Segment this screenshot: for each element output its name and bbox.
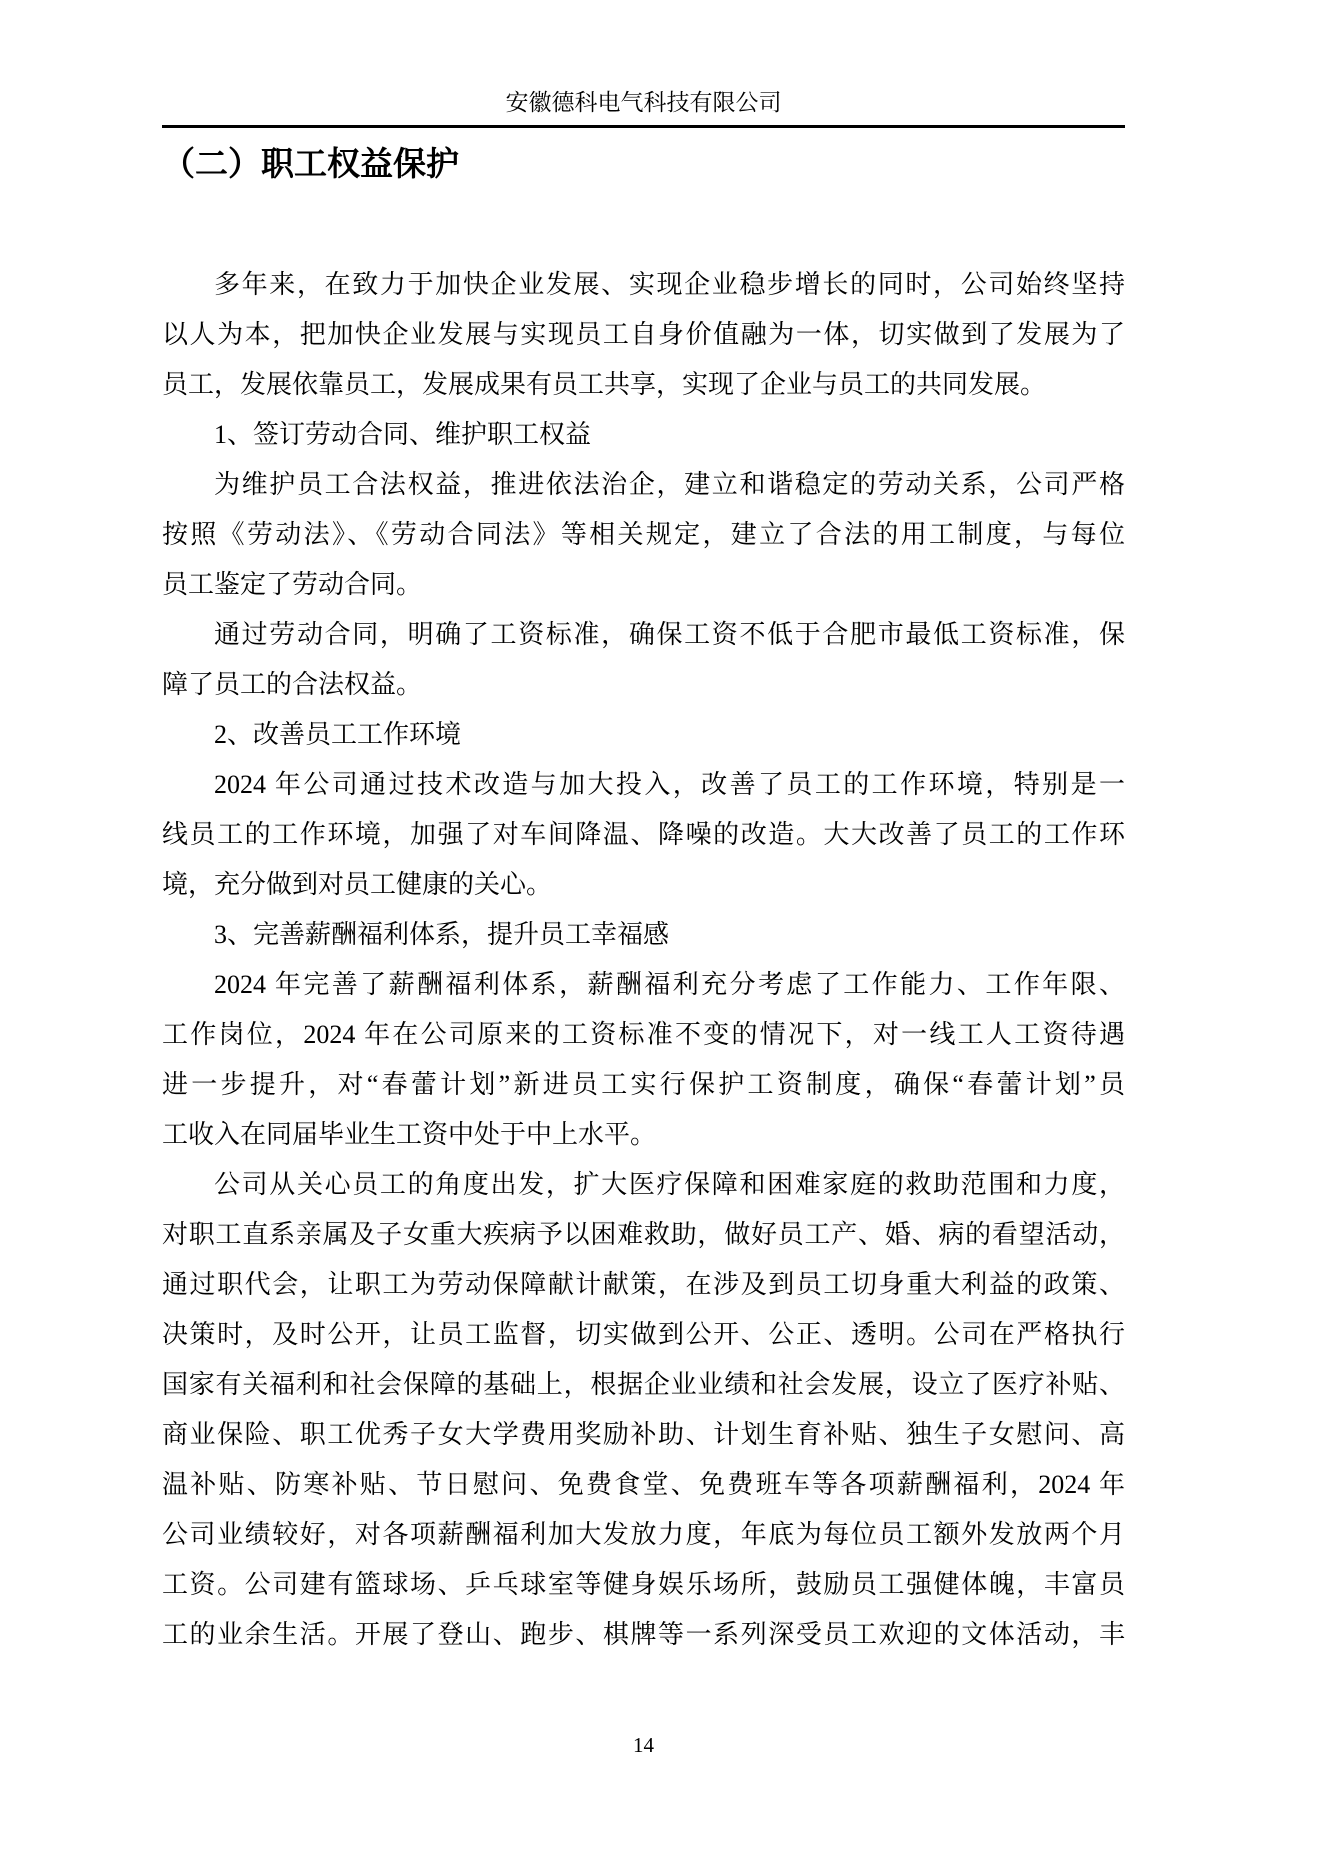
paragraph [162, 1160, 1125, 1660]
text-line: 为维护员工合法权益，推进依法治企，建立和谐稳定的劳动关系，公司严格 [214, 470, 1125, 499]
paragraph [162, 260, 1125, 410]
text-line: 员工，发展依靠员工，发展成果有员工共享，实现了企业与员工的共同发展。 [162, 370, 1047, 399]
paragraph [162, 760, 1125, 910]
text-line: 2024 年公司通过技术改造与加大投入，改善了员工的工作环境，特别是一 [214, 770, 1125, 799]
paragraph [162, 460, 1125, 610]
text-line: 以人为本，把加快企业发展与实现员工自身价值融为一体，切实做到了发展为了 [162, 320, 1125, 349]
paragraph [162, 610, 1125, 710]
text-line: 工的业余生活。开展了登山、跑步、棋牌等一系列深受员工欢迎的文体活动，丰 [162, 1620, 1125, 1649]
text-line: 1、签订劳动合同、维护职工权益 [214, 420, 592, 449]
text-line: 进一步提升，对“春蕾计划”新进员工实行保护工资制度，确保“春蕾计划”员 [162, 1070, 1125, 1099]
text-line: 商业保险、职工优秀子女大学费用奖励补助、计划生育补贴、独生子女慰问、高 [162, 1420, 1125, 1449]
paragraph [162, 960, 1125, 1160]
subheading [162, 910, 1125, 960]
text-line: 线员工的工作环境，加强了对车间降温、降噪的改造。大大改善了员工的工作环 [162, 820, 1125, 849]
page-header-company-name: 安徽德科电气科技有限公司 [505, 90, 782, 115]
text-line: 决策时，及时公开，让员工监督，切实做到公开、公正、透明。公司在严格执行 [162, 1320, 1125, 1349]
text-line: 2、改善员工工作环境 [214, 720, 462, 749]
text-line: 公司业绩较好，对各项薪酬福利加大发放力度，年底为每位员工额外发放两个月 [162, 1520, 1125, 1549]
text-line: 通过职代会，让职工为劳动保障献计献策，在涉及到员工切身重大利益的政策、 [162, 1270, 1125, 1299]
header-divider [162, 125, 1125, 128]
text-line: 国家有关福利和社会保障的基础上，根据企业业绩和社会发展，设立了医疗补贴、 [162, 1370, 1125, 1399]
subheading [162, 410, 1125, 460]
text-line: 员工鉴定了劳动合同。 [162, 570, 423, 599]
section-title: （二）职工权益保护 [162, 145, 459, 182]
text-line: 工收入在同届毕业生工资中处于中上水平。 [162, 1120, 657, 1149]
text-line: 温补贴、防寒补贴、节日慰问、免费食堂、免费班车等各项薪酬福利，2024 年 [162, 1470, 1125, 1499]
text-line: 通过劳动合同，明确了工资标准，确保工资不低于合肥市最低工资标准，保 [214, 620, 1125, 649]
document-body [162, 260, 1125, 1660]
subheading [162, 710, 1125, 760]
text-line: 工作岗位，2024 年在公司原来的工资标准不变的情况下，对一线工人工资待遇 [162, 1020, 1125, 1049]
text-line: 障了员工的合法权益。 [162, 670, 423, 699]
text-line: 公司从关心员工的角度出发，扩大医疗保障和困难家庭的救助范围和力度， [214, 1170, 1125, 1199]
page-number: 14 [633, 1733, 654, 1757]
text-line: 2024 年完善了薪酬福利体系，薪酬福利充分考虑了工作能力、工作年限、 [214, 970, 1125, 999]
text-line: 工资。公司建有篮球场、乒乓球室等健身娱乐场所，鼓励员工强健体魄，丰富员 [162, 1570, 1125, 1599]
text-line: 3、完善薪酬福利体系，提升员工幸福感 [214, 920, 670, 949]
text-line: 按照《劳动法》、《劳动合同法》等相关规定，建立了合法的用工制度，与每位 [162, 520, 1125, 549]
text-line: 对职工直系亲属及子女重大疾病予以困难救助，做好员工产、婚、病的看望活动， [162, 1220, 1125, 1249]
text-line: 多年来，在致力于加快企业发展、实现企业稳步增长的同时，公司始终坚持 [214, 270, 1125, 299]
text-line: 境，充分做到对员工健康的关心。 [162, 870, 553, 899]
